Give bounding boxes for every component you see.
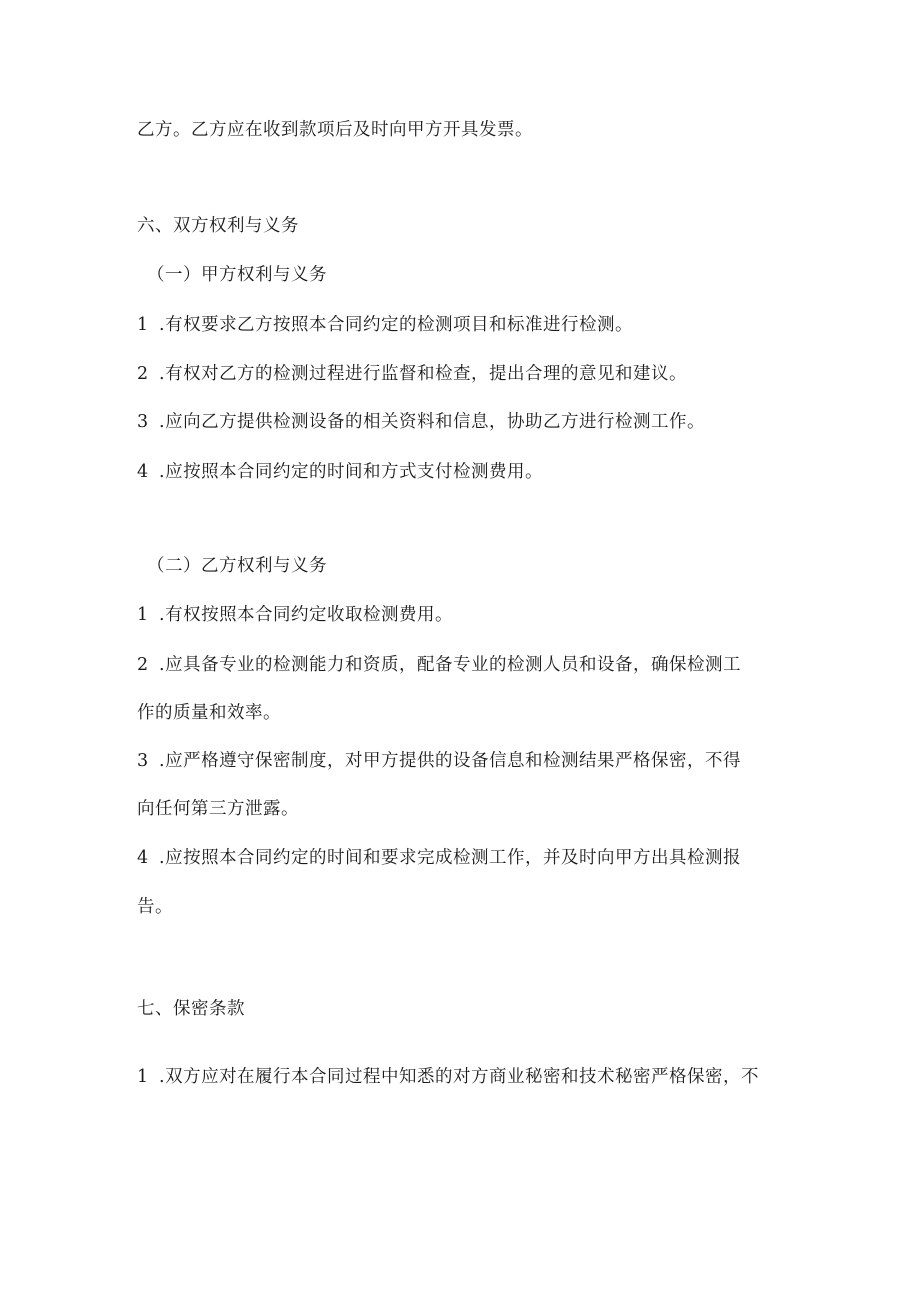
paragraph-text: 乙方。乙方应在收到款项后及时向甲方开具发票。: [137, 120, 533, 140]
list-text: .应按照本合同约定的时间和要求完成检测工作，并及时向甲方出具检测报: [159, 848, 742, 868]
list-item-party-b-2-continued: [137, 702, 281, 724]
list-item-party-b-3-continued: [137, 798, 299, 820]
list-number: 4: [137, 848, 149, 868]
list-item-party-a-4: [137, 461, 543, 483]
list-text: .有权要求乙方按照本合同约定的检测项目和标准进行检测。: [159, 315, 634, 335]
list-item-party-a-3: [137, 411, 705, 433]
list-text: .应按照本合同约定的时间和方式支付检测费用。: [159, 462, 544, 482]
list-item-confidentiality-1: [137, 1066, 759, 1088]
list-item-party-a-2: [137, 363, 687, 385]
list-number: 4: [137, 462, 149, 482]
list-number: 2: [137, 364, 149, 384]
list-number: 1: [137, 1067, 149, 1087]
list-text: .应严格遵守保密制度，对甲方提供的设备信息和检测结果严格保密，不得: [159, 751, 742, 771]
list-number: 1: [137, 605, 149, 625]
list-text: .有权对乙方的检测过程进行监督和检查，提出合理的意见和建议。: [159, 364, 688, 384]
paragraph-payment-invoice: [137, 119, 533, 141]
list-text: .应向乙方提供检测设备的相关资料和信息，协助乙方进行检测工作。: [159, 412, 706, 432]
heading-text: （二）乙方权利与义务: [147, 556, 327, 576]
list-item-party-b-3: [137, 750, 741, 772]
list-item-party-b-1: [137, 604, 453, 626]
section-heading-rights-obligations: [137, 215, 299, 237]
list-item-party-b-4-continued: [137, 896, 173, 918]
list-text: .应具备专业的检测能力和资质，配备专业的检测人员和设备，确保检测工: [159, 655, 742, 675]
list-text: 告。: [137, 897, 173, 917]
list-text: .双方应对在履行本合同过程中知悉的对方商业秘密和技术秘密严格保密，不: [159, 1067, 760, 1087]
heading-text: 六、双方权利与义务: [137, 216, 299, 236]
list-text: 向任何第三方泄露。: [137, 799, 299, 819]
subsection-heading-party-b: [147, 555, 327, 577]
list-number: 1: [137, 315, 149, 335]
list-number: 3: [137, 412, 149, 432]
subsection-heading-party-a: [147, 264, 327, 286]
heading-text: 七、保密条款: [137, 999, 245, 1019]
list-text: .有权按照本合同约定收取检测费用。: [159, 605, 454, 625]
list-item-party-b-4: [137, 847, 741, 869]
list-number: 3: [137, 751, 149, 771]
list-item-party-a-1: [137, 314, 633, 336]
list-item-party-b-2: [137, 654, 741, 676]
list-number: 2: [137, 655, 149, 675]
list-text: 作的质量和效率。: [137, 703, 281, 723]
section-heading-confidentiality: [137, 998, 245, 1020]
heading-text: （一）甲方权利与义务: [147, 265, 327, 285]
